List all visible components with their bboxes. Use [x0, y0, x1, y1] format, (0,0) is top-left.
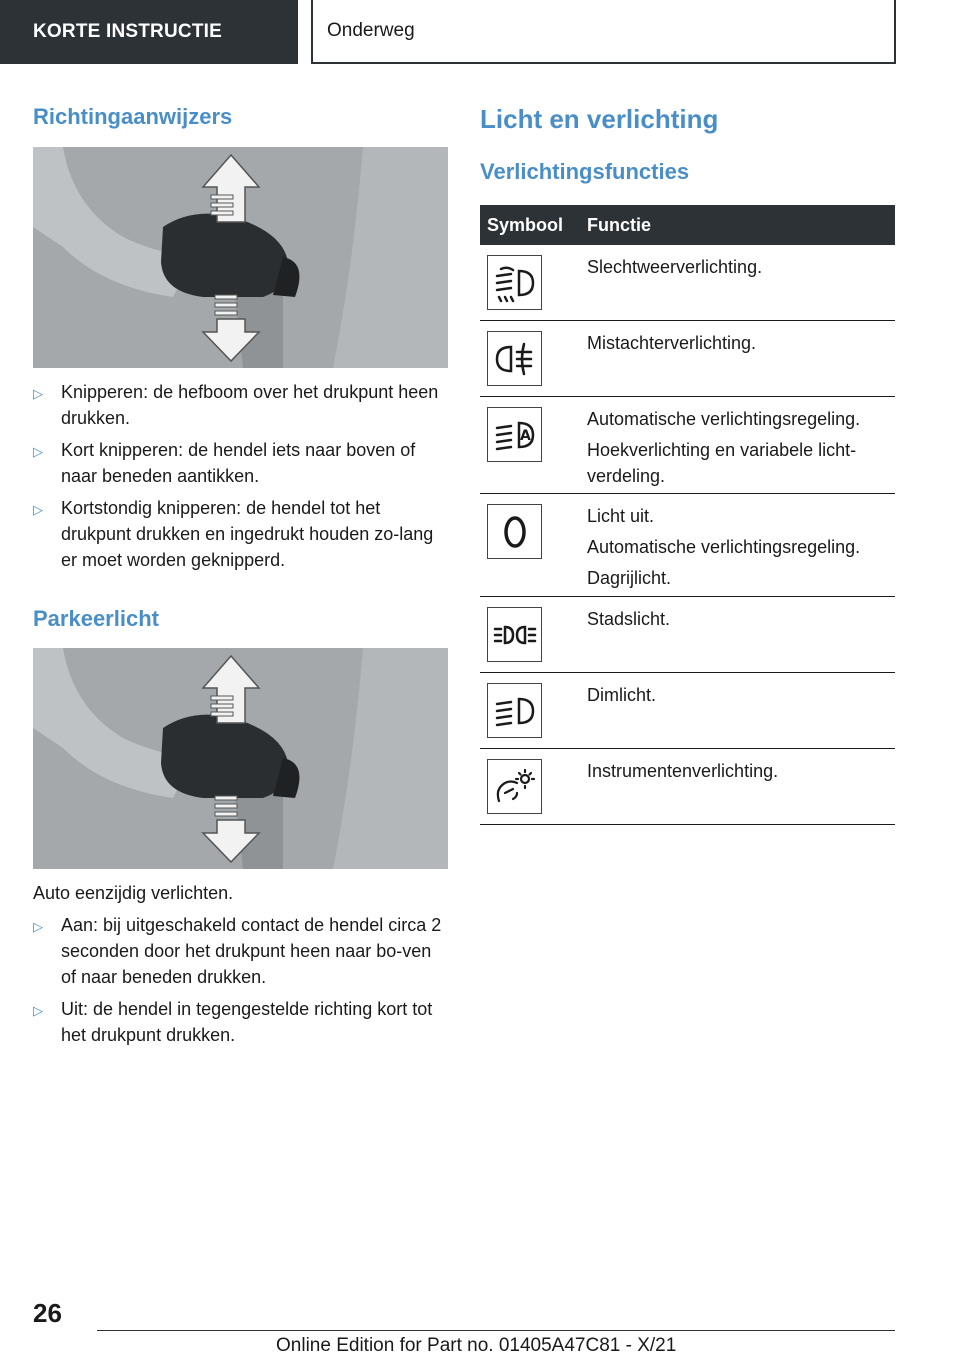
list-item: ▷ Kort knipperen: de hendel iets naar boven of naar beneden aantikken.: [33, 440, 416, 486]
lighting-functions-heading: Verlichtingsfuncties: [480, 159, 690, 184]
table-row: Licht uit. Automatische verlichtingsregeling. Dagrijlicht.: [480, 494, 895, 597]
table-row: Stadslicht.: [480, 597, 895, 673]
turn-signal-instructions: [33, 379, 451, 579]
parking-light-icon: [487, 607, 542, 662]
triangle-bullet-icon: ▷: [33, 502, 43, 517]
triangle-bullet-icon: ▷: [33, 1003, 43, 1018]
parking-light-heading: Parkeerlicht: [33, 606, 159, 631]
column-header-symbol: Symbool: [487, 214, 564, 235]
triangle-bullet-icon: ▷: [33, 386, 43, 401]
turn-signal-lever-image: [33, 147, 448, 368]
low-beam-icon: [487, 683, 542, 738]
list-item: ▷ Aan: bij uitgeschakeld contact de hendel circa 2 seconden door het drukpunt heen naar bo-ven of naar beneden drukken.: [33, 915, 442, 987]
table-header: [480, 205, 895, 245]
table-row: Slechtweerverlichting.: [480, 245, 895, 321]
triangle-bullet-icon: ▷: [33, 919, 43, 934]
lights-off-zero-icon: [487, 504, 542, 559]
footer-divider: [97, 1330, 895, 1331]
chapter-label: Onderweg: [327, 20, 415, 41]
automatic-headlight-icon: [487, 407, 542, 462]
instrument-lighting-icon: [487, 759, 542, 814]
section-tab: [0, 0, 298, 64]
lighting-heading: Licht en verlichting: [480, 104, 719, 134]
table-row: Instrumentenverlichting.: [480, 749, 895, 825]
column-header-function: Functie: [587, 214, 652, 235]
parking-light-instructions: [33, 912, 451, 1054]
table-row: Dimlicht.: [480, 673, 895, 749]
edition-note: Online Edition for Part no. 01405A47C81 - X/21: [276, 1335, 677, 1356]
bad-weather-light-icon: [487, 255, 542, 310]
list-item: ▷ Kortstondig knipperen: de hendel tot het drukpunt drukken en ingedrukt houden zo-lang er moet worden geknipperd.: [33, 498, 434, 570]
page-number: 26: [33, 1298, 62, 1328]
table-row: A Automatische verlichtingsregeling. Hoekverlichting en variabele licht-verdeling.: [480, 397, 895, 494]
list-item: ▷ Uit: de hendel in tegengestelde richting kort tot het drukpunt drukken.: [33, 999, 433, 1045]
section-label: KORTE INSTRUCTIE: [33, 21, 222, 42]
triangle-bullet-icon: ▷: [33, 444, 43, 459]
list-item: ▷ Knipperen: de hefboom over het drukpunt heen drukken.: [33, 382, 439, 428]
rear-fog-light-icon: [487, 331, 542, 386]
chapter-tab: [311, 0, 896, 64]
table-row: Mistachterverlichting.: [480, 321, 895, 397]
turn-signals-heading: Richtingaanwijzers: [33, 104, 233, 129]
parking-light-lever-image: [33, 648, 448, 869]
lighting-functions-table: [480, 205, 895, 825]
svg-text:A: A: [519, 427, 531, 444]
parking-light-intro: Auto eenzijdig verlichten.: [33, 883, 234, 903]
